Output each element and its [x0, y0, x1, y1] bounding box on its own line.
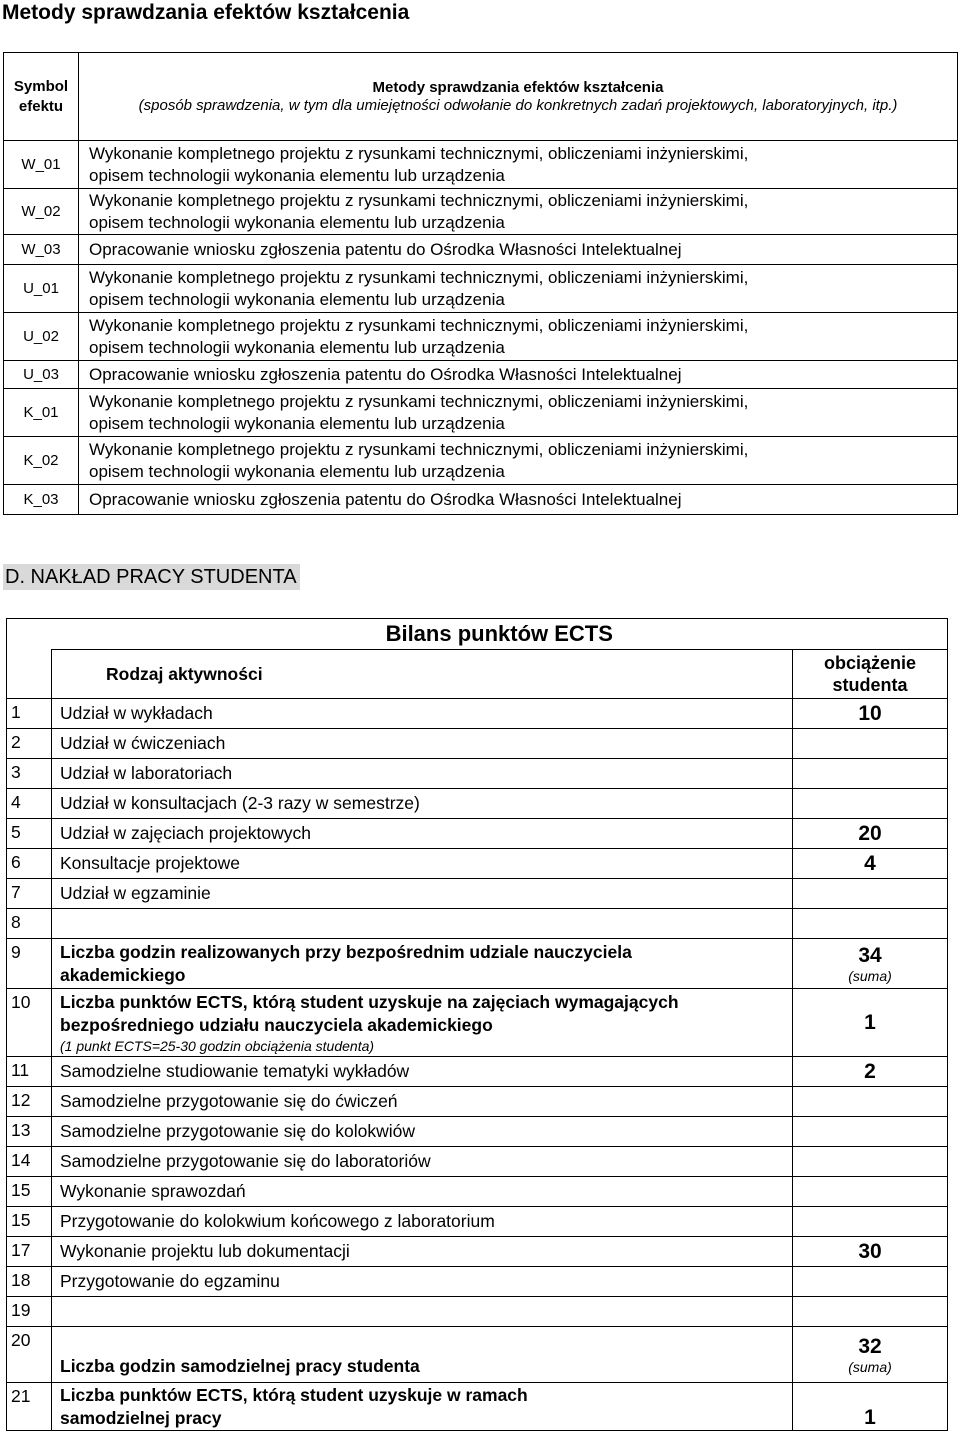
method-row: [4, 141, 958, 189]
row-value: 10: [793, 699, 948, 729]
effect-code: K_01: [4, 389, 79, 437]
row-num: 15: [7, 1207, 52, 1237]
row-activity-hint: (1 punkt ECTS=25-30 godzin obciążenia studenta): [60, 1037, 375, 1054]
row-num: 6: [7, 849, 52, 879]
row-activity: Udział w wykładach: [52, 699, 793, 729]
row-value: 1: [793, 1383, 948, 1431]
ects-row: [7, 879, 948, 909]
row-num: 11: [7, 1057, 52, 1087]
row-num: 15: [7, 1177, 52, 1207]
row-value: [793, 1117, 948, 1147]
effect-code: K_03: [4, 485, 79, 515]
row-value: [793, 939, 948, 989]
method-row: [4, 313, 958, 361]
method-row: [4, 265, 958, 313]
page-title: Metody sprawdzania efektów kształcenia: [2, 1, 410, 24]
ects-body-a: [7, 699, 948, 939]
row-num: 10: [7, 989, 52, 1057]
row-value-note: (suma): [848, 1358, 892, 1375]
method-line-1: Wykonanie kompletnego projektu z rysunkami technicznymi, obliczeniami inżynierskimi,: [89, 267, 749, 287]
row-activity: Przygotowanie do kolokwium końcowego z laboratorium: [52, 1207, 793, 1237]
method-line-2: opisem technologii wykonania elementu lub urządzenia: [89, 461, 505, 481]
row-activity: Udział w ćwiczeniach: [52, 729, 793, 759]
effect-code: W_02: [4, 189, 79, 235]
method-description: [79, 235, 958, 265]
row-value-number: 32: [858, 1334, 882, 1358]
row-activity: Samodzielne przygotowanie się do laboratoriów: [52, 1147, 793, 1177]
method-line-1: Wykonanie kompletnego projektu z rysunkami technicznymi, obliczeniami inżynierskimi,: [89, 315, 749, 335]
row-value: [793, 789, 948, 819]
row-num: 19: [7, 1297, 52, 1327]
header-activity: Rodzaj aktywności: [52, 650, 793, 699]
effect-code: W_01: [4, 141, 79, 189]
ects-row: [7, 1207, 948, 1237]
row-num: 20: [7, 1327, 52, 1383]
row-num: 21: [7, 1383, 52, 1431]
row-num: 7: [7, 879, 52, 909]
row-value: [793, 1297, 948, 1327]
row-activity: Przygotowanie do egzaminu: [52, 1267, 793, 1297]
row-value: 1: [793, 989, 948, 1057]
row-activity: Wykonanie sprawozdań: [52, 1177, 793, 1207]
row-value-note: (suma): [848, 967, 892, 984]
row-activity: Udział w konsultacjach (2-3 razy w semestrze): [52, 789, 793, 819]
ects-row: [7, 699, 948, 729]
ects-body-b: [7, 1057, 948, 1327]
row-num: 2: [7, 729, 52, 759]
method-row: [4, 437, 958, 485]
method-description: [79, 313, 958, 361]
row-value-number: 34: [858, 943, 882, 967]
row-activity: Liczba punktów ECTS, którą student uzyskuje w ramach samodzielnej pracy: [52, 1383, 793, 1431]
method-description: [79, 189, 958, 235]
ects-row: [7, 1117, 948, 1147]
header-methods-subtitle: (sposób sprawdzenia, w tym dla umiejętności odwołanie do konkretnych zadań projektowych, laboratoryjnych, itp.): [138, 96, 898, 114]
row-num: 9: [7, 939, 52, 989]
row-value: 30: [793, 1237, 948, 1267]
ects-row: [7, 759, 948, 789]
header-symbol: Symbol efektu: [4, 53, 79, 141]
method-line-2: opisem technologii wykonania elementu lub urządzenia: [89, 212, 505, 232]
ects-row: [7, 1057, 948, 1087]
header-num: [7, 650, 52, 699]
row-activity: Samodzielne przygotowanie się do kolokwiów: [52, 1117, 793, 1147]
row-num: 17: [7, 1237, 52, 1267]
ects-row: [7, 729, 948, 759]
method-description: [79, 485, 958, 515]
row-num: 14: [7, 1147, 52, 1177]
method-row: [4, 189, 958, 235]
row-value: [793, 1177, 948, 1207]
row-activity: Samodzielne przygotowanie się do ćwiczeń: [52, 1087, 793, 1117]
ects-title: Bilans punktów ECTS: [52, 619, 948, 650]
row-num: 4: [7, 789, 52, 819]
method-line-2: opisem technologii wykonania elementu lub urządzenia: [89, 413, 505, 433]
method-line-2: opisem technologii wykonania elementu lub urządzenia: [89, 337, 505, 357]
row-activity: Wykonanie projektu lub dokumentacji: [52, 1237, 793, 1267]
row-value: [793, 759, 948, 789]
method-description: [79, 141, 958, 189]
row-activity-cell: [52, 989, 793, 1057]
row-num: 1: [7, 699, 52, 729]
ects-row: [7, 1147, 948, 1177]
row-num: 8: [7, 909, 52, 939]
row-activity: Konsultacje projektowe: [52, 849, 793, 879]
row-num: 18: [7, 1267, 52, 1297]
row-value: [793, 1147, 948, 1177]
ects-row: [7, 909, 948, 939]
method-row: [4, 361, 958, 389]
method-description: [79, 361, 958, 389]
ects-row-ects-direct: [7, 989, 948, 1057]
row-activity: Liczba godzin realizowanych przy bezpośrednim udziale nauczyciela akademickiego: [52, 939, 793, 989]
method-description: [79, 437, 958, 485]
ects-row: [7, 1177, 948, 1207]
method-line-1: Opracowanie wniosku zgłoszenia patentu do Ośrodka Własności Intelektualnej: [89, 489, 682, 509]
effect-code: W_03: [4, 235, 79, 265]
row-activity: [52, 909, 793, 939]
row-activity: Liczba punktów ECTS, którą student uzyskuje na zajęciach wymagających bezpośredniego udziału nauczyciela akademickiego: [60, 991, 679, 1035]
header-methods: [79, 53, 958, 141]
row-activity: Udział w laboratoriach: [52, 759, 793, 789]
method-line-1: Wykonanie kompletnego projektu z rysunkami technicznymi, obliczeniami inżynierskimi,: [89, 143, 749, 163]
row-value: 20: [793, 819, 948, 849]
ects-row: [7, 789, 948, 819]
row-value: [793, 879, 948, 909]
ects-title-row: [7, 619, 948, 650]
row-activity: Samodzielne studiowanie tematyki wykładów: [52, 1057, 793, 1087]
ects-row-ects-self: [7, 1383, 948, 1431]
row-num: 3: [7, 759, 52, 789]
method-line-1: Opracowanie wniosku zgłoszenia patentu do Ośrodka Własności Intelektualnej: [89, 239, 682, 259]
header-load: obciążenie studenta: [793, 650, 948, 699]
method-row: [4, 389, 958, 437]
row-activity: [52, 1297, 793, 1327]
row-value: [793, 1327, 948, 1383]
method-row: [4, 235, 958, 265]
ects-row: [7, 849, 948, 879]
method-line-1: Opracowanie wniosku zgłoszenia patentu do Ośrodka Własności Intelektualnej: [89, 364, 682, 384]
ects-row: [7, 1087, 948, 1117]
row-value: [793, 1267, 948, 1297]
row-value: 4: [793, 849, 948, 879]
ects-row-sum-self: [7, 1327, 948, 1383]
methods-header-row: [4, 53, 958, 141]
effect-code: U_03: [4, 361, 79, 389]
row-activity: Udział w zajęciach projektowych: [52, 819, 793, 849]
method-description: [79, 389, 958, 437]
row-num: 12: [7, 1087, 52, 1117]
row-activity: Liczba godzin samodzielnej pracy studenta: [52, 1327, 793, 1383]
header-methods-title: Metody sprawdzania efektów kształcenia: [372, 78, 664, 96]
method-line-2: opisem technologii wykonania elementu lub urządzenia: [89, 165, 505, 185]
method-description: [79, 265, 958, 313]
method-line-1: Wykonanie kompletnego projektu z rysunkami technicznymi, obliczeniami inżynierskimi,: [89, 439, 749, 459]
row-value: [793, 909, 948, 939]
methods-table: [3, 52, 958, 515]
row-value: 2: [793, 1057, 948, 1087]
row-value: [793, 729, 948, 759]
ects-row: [7, 1267, 948, 1297]
row-value: [793, 1207, 948, 1237]
effect-code: K_02: [4, 437, 79, 485]
methods-body: [4, 141, 958, 515]
section-heading: D. NAKŁAD PRACY STUDENTA: [3, 564, 300, 590]
title-spacer: [7, 619, 52, 650]
method-line-1: Wykonanie kompletnego projektu z rysunkami technicznymi, obliczeniami inżynierskimi,: [89, 391, 749, 411]
method-line-2: opisem technologii wykonania elementu lub urządzenia: [89, 289, 505, 309]
ects-table: [6, 618, 948, 1431]
method-line-1: Wykonanie kompletnego projektu z rysunkami technicznymi, obliczeniami inżynierskimi,: [89, 190, 749, 210]
ects-row-sum-direct: [7, 939, 948, 989]
row-num: 5: [7, 819, 52, 849]
row-activity: Udział w egzaminie: [52, 879, 793, 909]
ects-row: [7, 1297, 948, 1327]
ects-row: [7, 819, 948, 849]
effect-code: U_01: [4, 265, 79, 313]
method-row: [4, 485, 958, 515]
row-num: 13: [7, 1117, 52, 1147]
ects-header-row: [7, 650, 948, 699]
row-value: [793, 1087, 948, 1117]
effect-code: U_02: [4, 313, 79, 361]
ects-row: [7, 1237, 948, 1267]
